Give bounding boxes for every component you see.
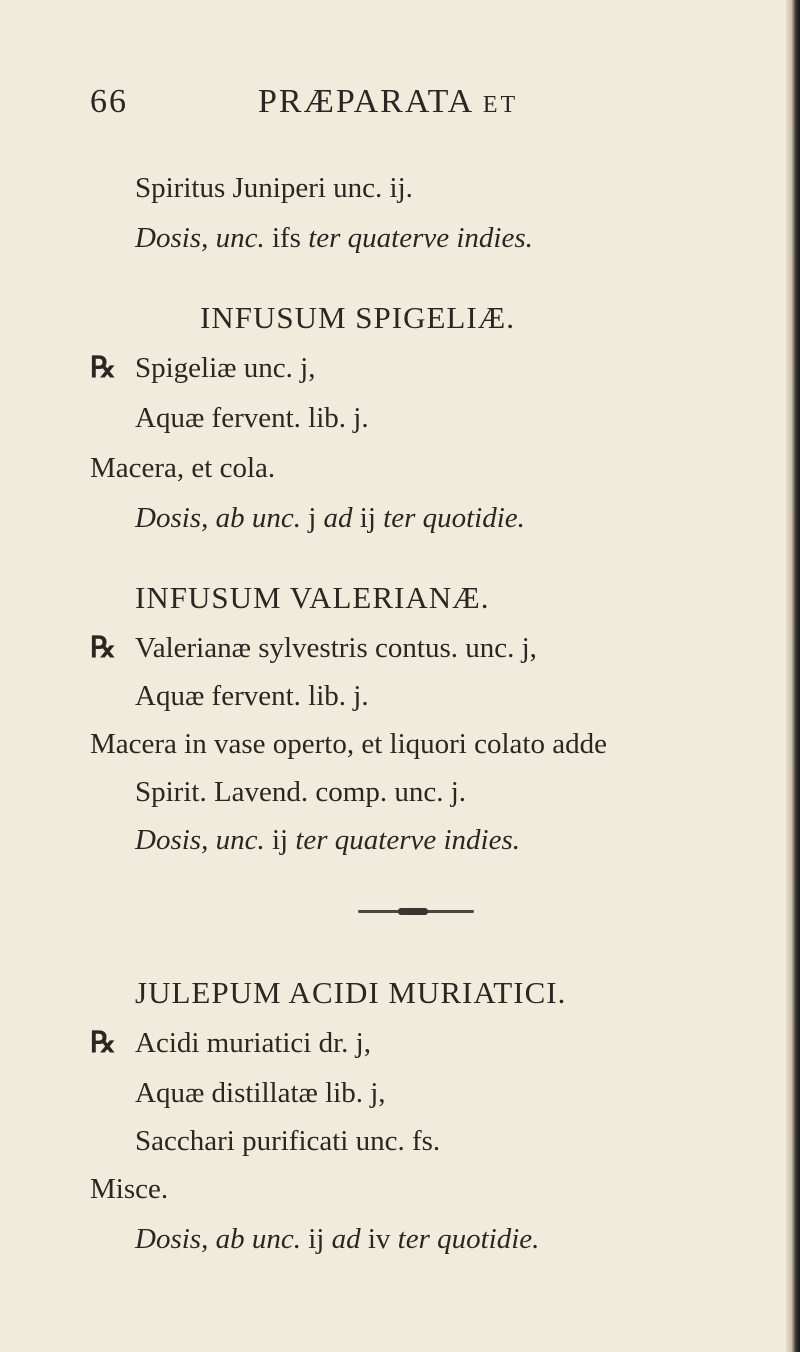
recipe-line	[90, 350, 116, 386]
dosis-line	[135, 500, 525, 536]
dosis-amount: j	[308, 502, 324, 534]
dosis-amount: ij	[271, 824, 296, 856]
page-number: 66	[90, 83, 128, 120]
running-title-main: PRÆPARATA	[258, 83, 473, 120]
text-line: Spiritus Juniperi unc. ij.	[135, 172, 413, 204]
recipe-symbol: ℞	[90, 1027, 116, 1059]
dosis-frequency: ter quotidie.	[397, 1223, 540, 1255]
dosis-amount: ij	[359, 502, 384, 534]
dosis-unit: , ab unc.	[201, 1223, 309, 1255]
dosis-line	[135, 1221, 539, 1257]
recipe-line	[90, 1025, 116, 1061]
running-title-small: ET	[482, 92, 519, 118]
text-line: Aquæ fervent. lib. j.	[135, 402, 369, 434]
dosis-amount: ifs	[271, 222, 309, 254]
text-line: Valerianæ sylvestris contus. unc. j,	[135, 632, 537, 664]
text-line: Macera, et cola.	[90, 452, 276, 484]
recipe-symbol: ℞	[90, 632, 116, 664]
running-title	[258, 84, 518, 123]
section-heading: INFUSUM VALERIANÆ.	[135, 580, 490, 615]
section-divider	[358, 910, 474, 913]
dosis-label: Dosis	[135, 1223, 202, 1255]
section-heading: JULEPUM ACIDI MURIATICI.	[135, 975, 567, 1010]
text-line: Sacchari purificati unc. fs.	[135, 1125, 441, 1157]
dosis-ad: ad	[331, 1223, 368, 1255]
page-edge-shadow	[786, 0, 800, 1352]
dosis-line	[135, 822, 520, 858]
dosis-amount: ij	[308, 1223, 332, 1255]
dosis-unit: , ab unc.	[201, 502, 309, 534]
dosis-line	[135, 220, 533, 256]
dosis-frequency: ter quaterve indies.	[308, 222, 533, 254]
text-line: Acidi muriatici dr. j,	[135, 1027, 371, 1059]
section-heading: INFUSUM SPIGELIÆ.	[200, 300, 515, 335]
text-line: Macera in vase operto, et liquori colato adde	[90, 728, 607, 760]
dosis-frequency: ter quaterve indies.	[295, 824, 521, 856]
dosis-label: Dosis	[135, 502, 202, 534]
dosis-amount: iv	[367, 1223, 398, 1255]
text-line: Aquæ fervent. lib. j.	[135, 680, 369, 712]
text-line: Spigeliæ unc. j,	[135, 352, 316, 384]
text-line: Aquæ distillatæ lib. j,	[135, 1077, 386, 1109]
dosis-ad: ad	[323, 502, 360, 534]
dosis-frequency: ter quotidie.	[383, 502, 525, 534]
dosis-label: Dosis	[135, 222, 202, 254]
dosis-unit: , unc.	[201, 222, 272, 254]
recipe-line	[90, 630, 116, 666]
text-line: Misce.	[90, 1173, 169, 1205]
recipe-symbol: ℞	[90, 352, 116, 384]
text-line: Spirit. Lavend. comp. unc. j.	[135, 776, 467, 808]
dosis-unit: , unc.	[201, 824, 272, 856]
dosis-label: Dosis	[135, 824, 202, 856]
